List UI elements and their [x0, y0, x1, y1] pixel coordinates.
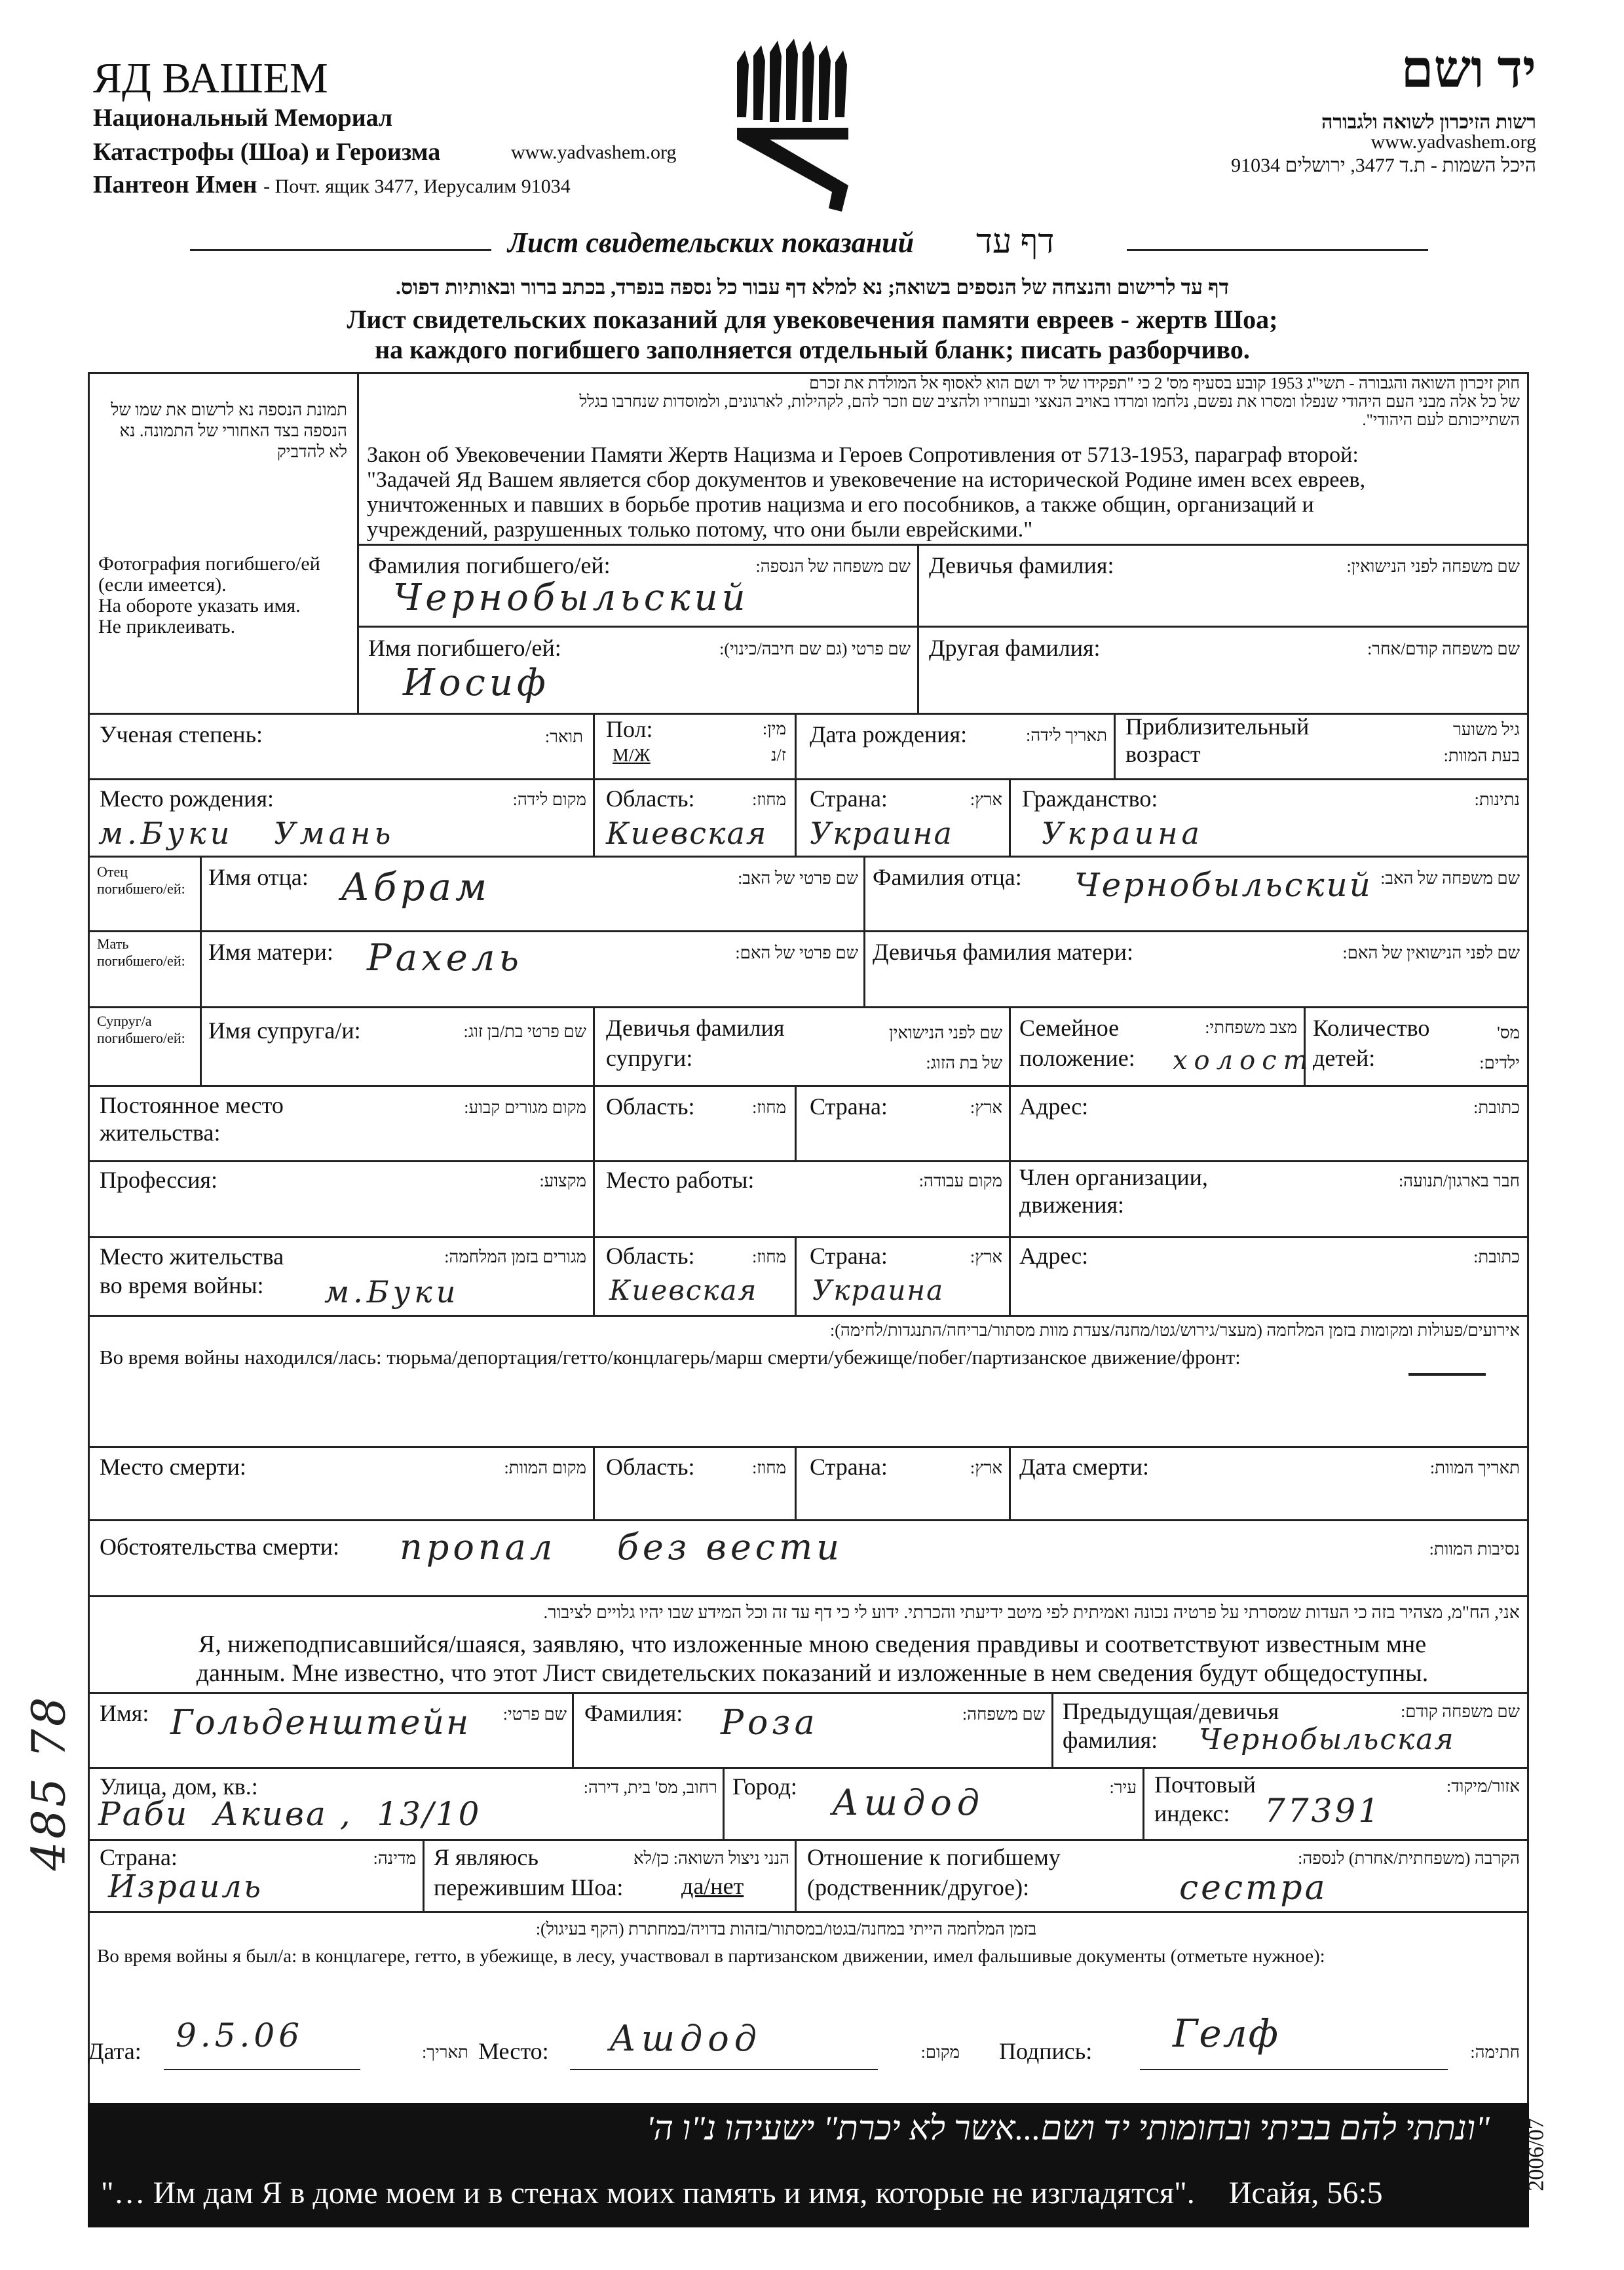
- pob-country-label: Страна:: [810, 785, 888, 812]
- profession-label-he: מקצוע:: [539, 1171, 586, 1190]
- date-label-he: תאריך:: [421, 2043, 468, 2062]
- photo-ru-4: Не приклеивать.: [98, 616, 236, 637]
- death-country-label-he: ארץ:: [970, 1458, 1002, 1477]
- residence-country-label: Страна:: [810, 1093, 888, 1120]
- age-label: [1125, 713, 1309, 768]
- residence-country-label-he: ארץ:: [970, 1098, 1002, 1117]
- war-status-he: בזמן המלחמה הייתי במחנה/בגטו/במסתור/בזהות בדויה/במחתרת (הקף בעיגול):: [535, 1920, 1037, 1939]
- yad-vashem-logo: [724, 36, 855, 213]
- war-country-label: Страна:: [810, 1243, 888, 1269]
- form-title-ru: Лист свидетельских показаний: [508, 227, 915, 259]
- submitter-country[interactable]: Израиль: [108, 1868, 263, 1905]
- spouse-side-label: Супруг/а погибшего/ей:: [97, 1013, 185, 1046]
- submitter-surname[interactable]: Роза: [721, 1703, 819, 1743]
- place-label: Место:: [478, 2038, 549, 2064]
- footer-quote-ref: Исайя, 56:5: [1228, 2176, 1383, 2210]
- children-label-he-1: מס': [1497, 1023, 1520, 1042]
- degree-label: Ученая степень:: [100, 721, 263, 747]
- org-line1-he: רשות הזיכרון לשואה ולגבורה: [1321, 111, 1536, 133]
- intro-ru-2: на каждого погибшего заполняется отдельный бланк; писать разборчиво.: [375, 335, 1250, 364]
- mother-maiden-label-he: שם לפני הנישואין של האם:: [1342, 943, 1520, 962]
- sub-survivor-label-he: הנני ניצול השואה: כן/לא: [633, 1849, 789, 1868]
- pob-region-label-he: מחוז:: [752, 790, 786, 809]
- marital-label-1: Семейное: [1019, 1015, 1120, 1041]
- margin-record-number: 485 78: [22, 1694, 76, 1871]
- age-label-2: возраст: [1125, 741, 1201, 767]
- father-name-label: Имя отца:: [208, 864, 309, 890]
- law-ru-2: "Задачей Яд Вашем является сбор документов и увековечение на исторической Родине имен всех евреев,: [367, 468, 1366, 492]
- sub-prev-label-2: фамилия:: [1063, 1727, 1158, 1753]
- father-surname-label-he: שם משפחה של האב:: [1380, 869, 1520, 888]
- org-address-ru: - Почт. ящик 3477, Иерусалим 91034: [263, 176, 571, 197]
- death-circ-label: Обстоятельства смерти:: [100, 1534, 339, 1560]
- children-label: [1313, 1013, 1429, 1073]
- children-label-he: [1461, 1018, 1520, 1078]
- mother-name-label: Имя матери:: [208, 939, 333, 965]
- mother-side-label: Мать погибшего/ей:: [97, 936, 185, 969]
- submitter-zip[interactable]: 77391: [1264, 1792, 1382, 1830]
- residence-label: [100, 1091, 284, 1146]
- photo-ru-2: (если имеется).: [98, 574, 227, 596]
- sub-city-label-he: עיר:: [1109, 1778, 1137, 1797]
- sub-country-label: Страна:: [100, 1844, 178, 1870]
- marital-label: [1019, 1013, 1135, 1073]
- victim-pob-country[interactable]: Украина: [810, 816, 953, 851]
- website-left: www.yadvashem.org: [511, 142, 677, 163]
- sub-country-label-he: מדינה:: [373, 1849, 416, 1868]
- submitter-city[interactable]: Ашдод: [832, 1782, 985, 1823]
- sub-street-label: Улица, дом, кв.:: [100, 1773, 258, 1800]
- othersurname-label: Другая фамилия:: [929, 635, 1101, 661]
- children-label-2: детей:: [1313, 1045, 1376, 1071]
- war-region-label: Область:: [606, 1243, 695, 1269]
- war-residence-label-he: מגורים בזמן המלחמה:: [444, 1247, 586, 1266]
- victim-father-surname[interactable]: Чернобыльский: [1074, 866, 1372, 904]
- residence-label-2: жительства:: [100, 1120, 221, 1146]
- pob-region-label: Область:: [606, 785, 695, 812]
- spouse-maiden-label-he: [825, 1018, 1002, 1078]
- age-label-he-1: גיל משוער: [1452, 720, 1520, 739]
- mother-maiden-label: Девичья фамилия матери:: [873, 939, 1134, 965]
- residence-region-label-he: מחוז:: [752, 1098, 786, 1117]
- death-date-label-he: תאריך המוות:: [1429, 1458, 1520, 1477]
- org-member-label: [1019, 1163, 1208, 1219]
- org-line1-ru: Национальный Мемориал: [93, 104, 393, 132]
- children-label-he-2: ילדים:: [1479, 1053, 1520, 1072]
- org-line2-ru: Катастрофы (Шоа) и Героизма: [93, 138, 441, 166]
- form-title-he: דף עד: [976, 223, 1055, 261]
- org-member-label-1: Член организации,: [1019, 1164, 1208, 1190]
- date-label: Дата:: [88, 2038, 142, 2064]
- firstname-label-he: שם פרטי (גם שם חיבה/כינוי):: [719, 639, 911, 658]
- law-ru-3: уничтоженных и павших в борьбе против нацизма и его пособников, а также общин, организаций и: [367, 493, 1314, 517]
- victim-firstname[interactable]: Иосиф: [403, 662, 550, 704]
- degree-label-he: תואר:: [544, 727, 583, 746]
- org-line3-bold: Пантеон Имен: [93, 171, 257, 199]
- sub-city-label: Город:: [732, 1773, 797, 1800]
- spouse-maiden-label-1: Девичья фамилия: [606, 1015, 785, 1041]
- othersurname-label-he: שם משפחה קודם/אחר:: [1367, 639, 1520, 658]
- law-he-2: של כל אלה מבני העם היהודי שנפלו ומסרו את נפשם, נלחמו ומרדו באויב הנאצי ובעוזריו ולהציב שם וזכר להם, לקהילות, לארגונים, ולמוסדות שנחרבו בגלל: [579, 393, 1520, 411]
- father-surname-label: Фамилия отца:: [873, 864, 1022, 890]
- marital-label-2: положение:: [1019, 1045, 1135, 1071]
- sub-survivor-label-1: Я являюсь: [434, 1844, 538, 1870]
- residence-region-label: Область:: [606, 1093, 695, 1120]
- sex-options[interactable]: М/Ж: [613, 746, 651, 766]
- sub-relation-label: [807, 1842, 1061, 1902]
- sub-zip-label-2: индекс:: [1154, 1800, 1230, 1826]
- submitter-street[interactable]: Раби Акива , 13/10: [98, 1795, 482, 1833]
- sub-zip-label-1: Почтовый: [1154, 1771, 1256, 1798]
- spouse-maiden-label-2: супруги:: [606, 1045, 693, 1071]
- residence-label-he: מקום מגורים קבוע:: [464, 1098, 586, 1117]
- sub-zip-label: [1154, 1770, 1256, 1828]
- residence-address-label: Адрес:: [1019, 1093, 1089, 1120]
- sub-name-label-he: שם פרטי:: [502, 1705, 567, 1724]
- marital-label-he: מצב משפחתי:: [1205, 1018, 1297, 1037]
- spouse-name-label: Имя супруга/и:: [208, 1017, 361, 1044]
- org-member-label-2: движения:: [1019, 1192, 1125, 1218]
- declaration-ru-2: данным. Мне известно, что этот Лист свидетельских показаний и изложенные в нем сведения будут общедоступны.: [196, 1659, 1429, 1687]
- footer-banner: [88, 2103, 1529, 2227]
- death-place-label: Место смерти:: [100, 1454, 246, 1480]
- website-right: www.yadvashem.org: [1370, 131, 1536, 153]
- sub-relation-label-1: Отношение к погибшему: [807, 1844, 1061, 1870]
- sub-prev-label-1: Предыдущая/девичья: [1063, 1698, 1279, 1724]
- father-name-label-he: שם פרטי של האב:: [738, 869, 858, 888]
- age-label-he: [1376, 717, 1520, 769]
- father-side-label: Отец погибшего/ей:: [97, 863, 185, 897]
- death-circ-label-he: נסיבות המוות:: [1429, 1540, 1520, 1559]
- photo-he: תמונת הנספה נא לרשום את שמו של הנספה בצד האחורי של התמונה. נא לא להדביק: [111, 400, 347, 461]
- workplace-label: Место работы:: [606, 1167, 755, 1193]
- sub-surname-label-he: שם משפחה:: [962, 1705, 1045, 1724]
- surname-label: Фамилия погибшего/ей:: [368, 552, 611, 578]
- law-he-3: השתייכותם לעם היהודי".: [1362, 411, 1520, 429]
- org-member-label-he: חבר בארגון/תנועה:: [1398, 1171, 1520, 1190]
- sex-label: Пол:: [606, 716, 653, 742]
- sub-survivor-label-2: пережившим Шоа:: [434, 1874, 624, 1901]
- spouse-maiden-label: [606, 1013, 784, 1073]
- submitter-date[interactable]: 9.5.06: [176, 2016, 304, 2054]
- sub-street-label-he: רחוב, מס' בית, דירה:: [583, 1778, 717, 1797]
- declaration-ru-1: Я, нижеподписавшийся/шаяся, заявляю, что изложенные мною сведения правдивы и соответствуют известным мне: [198, 1631, 1427, 1658]
- spouse-name-label-he: שם פרטי בת/בן זוג:: [463, 1022, 586, 1041]
- death-place-label-he: מקום המוות:: [504, 1458, 586, 1477]
- victim-surname[interactable]: Чернобыльский: [393, 577, 749, 619]
- form-code: 2006/07: [1524, 2118, 1549, 2191]
- law-he-1: חוק זיכרון השואה והגבורה - תשי"ג 1953 קובע בסעיף מס' 2 כי "תפקידו של יד ושם הוא לאסוף אל המולדת את זכרם: [809, 375, 1520, 392]
- sub-name-label: Имя:: [100, 1700, 149, 1726]
- workplace-label-he: מקום עבודה:: [918, 1171, 1002, 1190]
- footer-quote-ru: "… Им дам Я в доме моем и в стенах моих память и имя, которые не изгладятся".: [101, 2176, 1195, 2210]
- citizenship-label-he: נתינות:: [1474, 790, 1520, 809]
- org-title-he: יד ושם: [1401, 41, 1536, 99]
- law-ru-4: учреждений, разрушенных только потому, что они были еврейскими.": [367, 518, 1033, 542]
- maiden-label: Девичья фамилия:: [929, 552, 1114, 578]
- victim-war-region[interactable]: Киевская: [609, 1274, 758, 1306]
- dob-label-he: תאריך לידה:: [1026, 726, 1107, 745]
- victim-war-place[interactable]: м.Буки: [324, 1274, 460, 1310]
- death-date-label: Дата смерти:: [1019, 1454, 1150, 1480]
- sign-label: Подпись:: [999, 2038, 1093, 2064]
- sub-relation-label-2: (родственник/другое):: [807, 1874, 1030, 1901]
- org-title-ru: ЯД ВАШЕМ: [93, 54, 328, 102]
- spouse-maiden-label-he-2: של בת הזוג:: [926, 1053, 1002, 1072]
- declaration-he: אני, הח"מ, מצהיר בזה כי העדות שמסרתי על פרטיה נכונה ואמיתית לפי מיטב ידיעתי והכרתי. ידוע לי כי דף עד זה וכל המידע שבו יהיו גלויים לציבור.: [543, 1602, 1520, 1622]
- victim-pob-region[interactable]: Киевская: [606, 816, 768, 851]
- submitter-name[interactable]: Гольденштейн: [170, 1703, 471, 1743]
- residence-label-1: Постоянное место: [100, 1092, 284, 1118]
- photo-ru: [98, 554, 320, 637]
- residence-address-label-he: כתובת:: [1473, 1098, 1520, 1117]
- law-text: [367, 375, 1520, 542]
- intro-ru-1: Лист свидетельских показаний для увековечения памяти евреев - жертв Шоа;: [347, 305, 1278, 334]
- victim-war-country[interactable]: Украина: [812, 1274, 945, 1306]
- victim-pob-place[interactable]: м.Буки Умань: [98, 816, 395, 851]
- events-label-he: אירועים/פעולות ומקומות בזמן המלחמה (מעצר/גירוש/גטו/מחנה/צעדת מוות מסתור/בריחה/התנגדות/לחימה):: [830, 1321, 1520, 1340]
- events-label-ru: Во время войны находился/лась: тюрьма/депортация/гетто/концлагерь/марш смерти/убежище/побег/партизанское движение/фронт:: [100, 1346, 1241, 1369]
- victim-mother-name[interactable]: Рахель: [367, 937, 523, 979]
- children-label-1: Количество: [1313, 1015, 1430, 1041]
- submitter-place[interactable]: Ашдод: [609, 2018, 763, 2059]
- submitter-prev-surname[interactable]: Чернобыльская: [1199, 1723, 1455, 1756]
- citizenship-label: Гражданство:: [1022, 785, 1158, 812]
- submitter-relation[interactable]: сестра: [1179, 1868, 1328, 1908]
- pob-label-he: מקום לידה:: [512, 790, 586, 809]
- war-address-label-he: כתובת:: [1473, 1247, 1520, 1266]
- photo-ru-3: На обороте указать имя.: [98, 595, 301, 616]
- war-region-label-he: מחוז:: [752, 1247, 786, 1266]
- pob-country-label-he: ארץ:: [970, 790, 1002, 809]
- maiden-label-he: שם משפחה לפני הנישואין:: [1346, 557, 1520, 576]
- war-residence-label-2: во время войны:: [100, 1272, 264, 1298]
- death-region-label-he: מחוז:: [752, 1458, 786, 1477]
- death-region-label: Область:: [606, 1454, 695, 1480]
- sign-label-he: חתימה:: [1470, 2043, 1520, 2062]
- place-label-he: מקום:: [920, 2043, 960, 2062]
- surname-label-he: שם משפחה של הנספה:: [755, 557, 911, 576]
- sub-zip-label-he: אזור/מיקוד:: [1446, 1777, 1520, 1796]
- sub-relation-label-he: הקרבה (משפחתית/אחרת) לנספה:: [1298, 1849, 1520, 1868]
- law-ru-1: Закон об Увековечении Памяти Жертв Нацизма и Героев Сопротивления от 5713-1953, параграф второй:: [367, 443, 1359, 467]
- death-country-label: Страна:: [810, 1454, 888, 1480]
- war-country-label-he: ארץ:: [970, 1247, 1002, 1266]
- footer-quote-he: "ונתתי להם בביתי ובחומותי יד ושם...אשר לא יכרת" ישעיהו נ"ו ה': [646, 2110, 1490, 2147]
- pob-label: Место рождения:: [100, 785, 274, 812]
- war-address-label: Адрес:: [1019, 1243, 1089, 1269]
- org-line3-ru: [93, 170, 571, 199]
- victim-death-circ[interactable]: пропал без вести: [400, 1526, 844, 1568]
- sex-options-he: ז/נ: [771, 746, 786, 765]
- age-label-1: Приблизительный: [1125, 713, 1310, 740]
- submitter-signature[interactable]: Гелф: [1173, 2011, 1280, 2056]
- victim-marital[interactable]: холост: [1173, 1046, 1315, 1076]
- victim-citizenship[interactable]: Украина: [1042, 816, 1203, 851]
- war-status-ru: Во время войны я был/а: в концлагере, гетто, в убежище, в лесу, участвовал в партизанском движении, имел фальшивые документы (отметьте нужное):: [97, 1946, 1325, 1967]
- org-line2-he: היכל השמות - ת.ד 3477, ירושלים 91034: [1231, 155, 1536, 176]
- intro-he: דף עד לרישום והנצחה של הנספים בשואה; נא למלא דף עבור כל נספה בנפרד, בכתב ברור ובאותיות דפוס.: [395, 275, 1230, 299]
- firstname-label: Имя погибшего/ей:: [368, 635, 561, 661]
- sub-prev-label-he: שם משפחה קודם:: [1401, 1702, 1520, 1721]
- mother-name-label-he: שם פרטי של האם:: [735, 943, 858, 962]
- sub-surname-label: Фамилия:: [584, 1700, 683, 1726]
- age-label-he-2: בעת המוות:: [1443, 746, 1520, 765]
- photo-ru-1: Фотография погибшего/ей: [98, 553, 320, 575]
- sex-label-he: מין:: [762, 719, 786, 738]
- war-residence-label: [100, 1242, 284, 1300]
- war-residence-label-1: Место жительства: [100, 1243, 284, 1270]
- victim-father-name[interactable]: Абрам: [341, 865, 491, 909]
- profession-label: Профессия:: [100, 1167, 217, 1193]
- dob-label: Дата рождения:: [810, 721, 968, 747]
- sub-survivor-options[interactable]: да/нет: [681, 1873, 744, 1899]
- spouse-maiden-label-he-1: שם לפני הנישואין: [888, 1023, 1002, 1042]
